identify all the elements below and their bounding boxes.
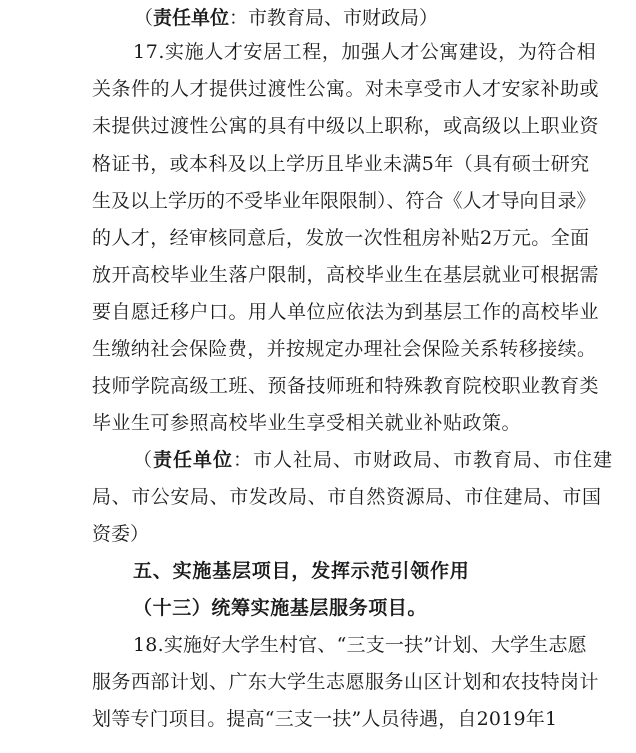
paragraph-17-line: [92, 187, 596, 215]
line-text: 关条件的人才提供过渡性公寓。对未享受市人才安家补助或: [92, 78, 600, 100]
subsection-heading: [133, 594, 427, 622]
paragraph-18-line: [92, 705, 557, 733]
responsibility-line: [133, 446, 613, 474]
responsibility-label: 责任单位: [153, 7, 230, 29]
paragraph-17-line: [92, 372, 599, 400]
paragraph-17-line: [92, 150, 590, 178]
paragraph-17-line: [92, 298, 599, 326]
responsibility-line: [92, 483, 602, 511]
paragraph-17-line: [92, 75, 599, 103]
paragraph-17-line: [92, 409, 521, 437]
line-text: 要自愿迁移户口。用人单位应依法为到基层工作的高校毕业: [92, 301, 600, 323]
subsection-heading-text: （十三）统筹实施基层服务项目。: [133, 597, 428, 619]
paragraph-18-line: [133, 631, 587, 659]
paragraph-17-line: [92, 112, 599, 140]
responsibility-line: [134, 4, 438, 32]
line-text: 格证书，或本科及以上学历且毕业未满5年（具有硕士研究: [92, 153, 590, 175]
responsibility-text: 资委）: [92, 523, 150, 545]
responsibility-text: 局、市公安局、市发改局、市自然资源局、市住建局、市国: [92, 486, 602, 508]
responsibility-line: [92, 520, 149, 548]
section-heading: [133, 557, 470, 585]
line-text: 的人才，经审核同意后，发放一次性租房补贴2万元。全面: [92, 227, 590, 249]
responsibility-label: 责任单位: [153, 449, 234, 471]
paragraph-17-line: [92, 335, 596, 363]
paragraph-17-line: [133, 38, 596, 66]
line-text: 划等专门项目。提高“三支一扶”人员待遇，自2019年1: [92, 708, 558, 730]
paragraph-17-line: [92, 224, 590, 252]
line-text: 技师学院高级工班、预备技师班和特殊教育院校职业教育类: [92, 375, 600, 397]
line-text: 未提供过渡性公寓的具有中级以上职称，或高级以上职业资: [92, 115, 600, 137]
section-heading-text: 五、实施基层项目，发挥示范引领作用: [133, 560, 470, 582]
line-text: 服务西部计划、广东大学生志愿服务山区计划和农技特岗计: [92, 671, 600, 693]
responsibility-text: （责任单位：市人社局、市财政局、市教育局、市住建: [133, 449, 614, 471]
responsibility-text: （责任单位：市教育局、市财政局）: [134, 7, 439, 29]
line-text: 17.实施人才安居工程，加强人才公寓建设，为符合相: [133, 41, 597, 63]
line-text: 18.实施好大学生村官、“三支一扶”计划、大学生志愿: [133, 634, 587, 656]
line-text: 生缴纳社会保险费，并按规定办理社会保险关系转移接续。: [92, 338, 597, 360]
line-text: 生及以上学历的不受毕业年限限制）、符合《人才导向目录》: [92, 190, 596, 212]
line-text: 放开高校毕业生落户限制，高校毕业生在基层就业可根据需: [92, 264, 600, 286]
paragraph-18-line: [92, 668, 599, 696]
line-text: 毕业生可参照高校毕业生享受相关就业补贴政策。: [92, 412, 522, 434]
paragraph-17-line: [92, 261, 599, 289]
